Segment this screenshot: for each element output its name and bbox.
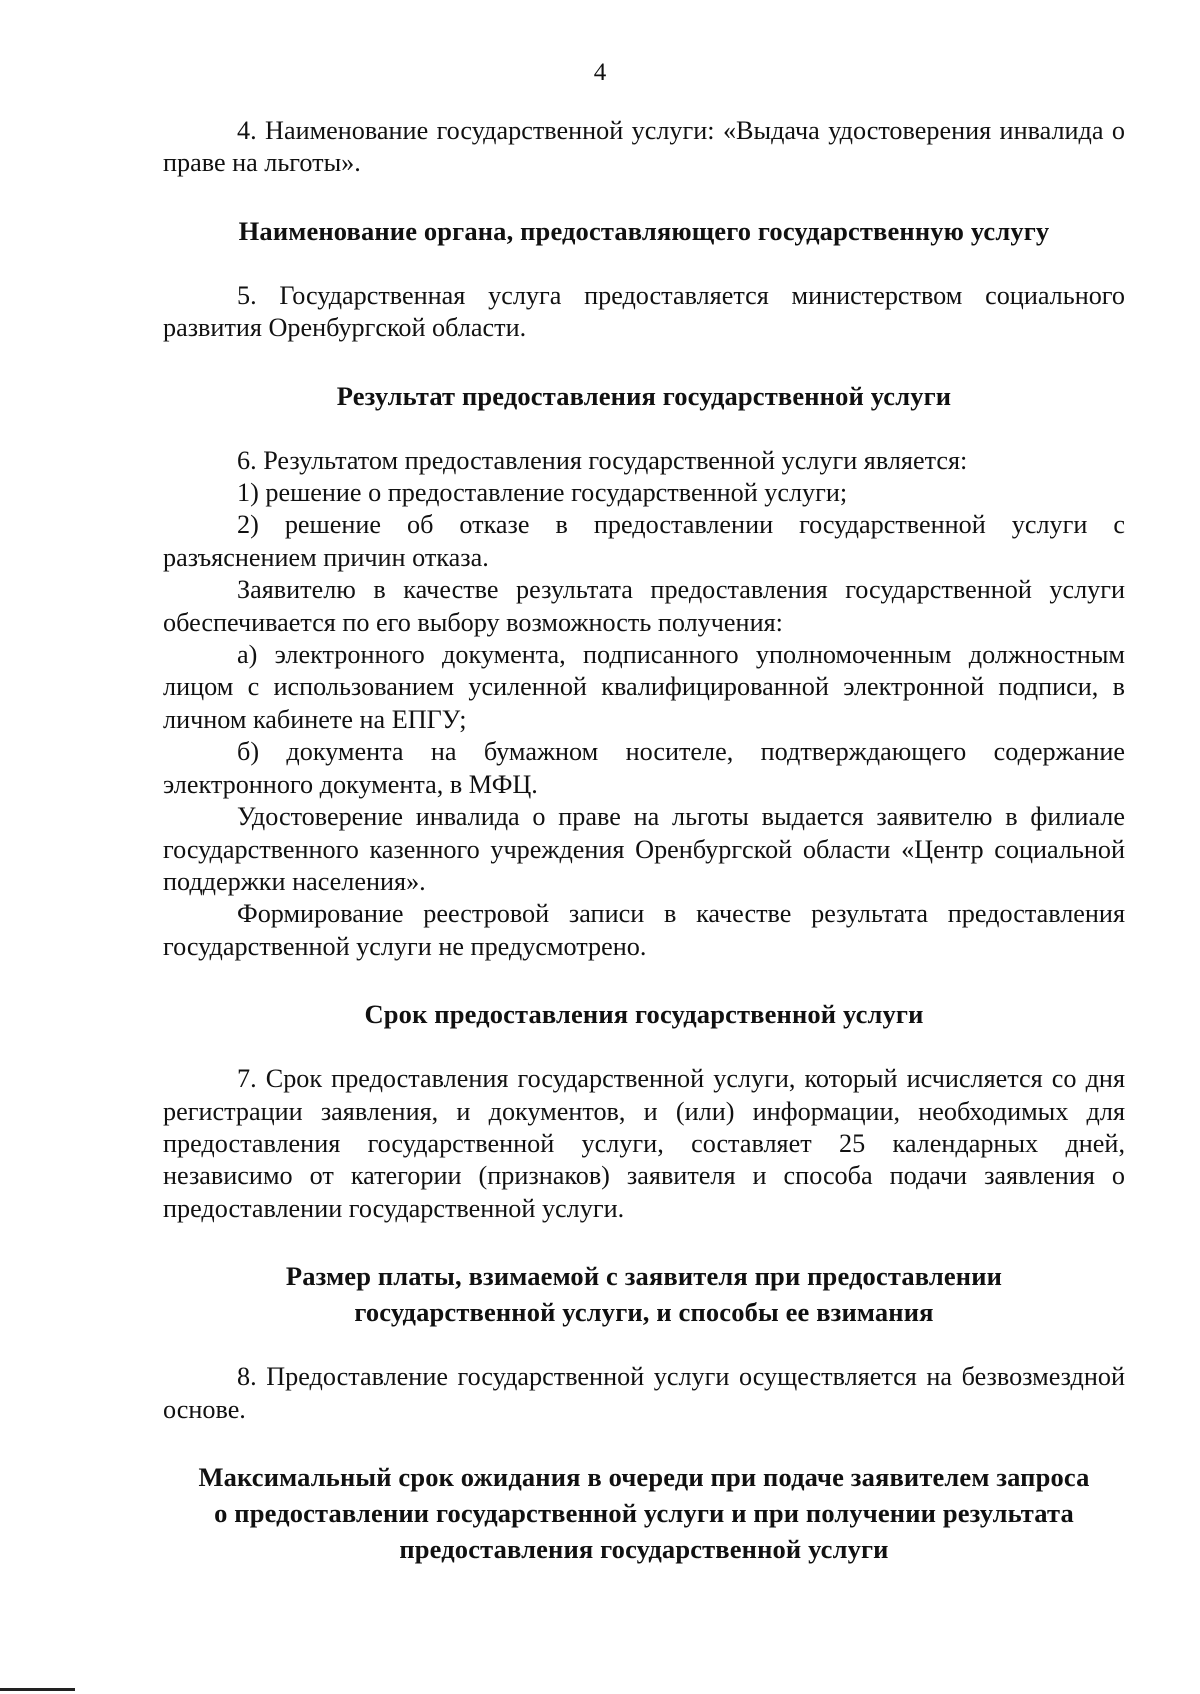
heading-queue-line-1: Максимальный срок ожидания в очереди при подаче заявителем запроса — [198, 1461, 1090, 1492]
heading-fee-line-2: государственной услуги, и способы ее взимания — [354, 1297, 934, 1328]
paragraph-6-registry: Формирование реестровой записи в качестве результата предоставления государственной услуги не предусмотрено. — [163, 899, 1125, 961]
heading-queue-line-3: предоставления государственной услуги — [399, 1533, 889, 1564]
paragraph-8: 8. Предоставление государственной услуги осуществляется на безвозмездной основе. — [163, 1362, 1125, 1424]
document-body — [163, 115, 1125, 1567]
heading-fee-line-1: Размер платы, взимаемой с заявителя при предоставлении — [285, 1261, 1003, 1292]
paragraph-6: 6. Результатом предоставления государственной услуги является: — [237, 445, 968, 475]
paragraph-6-item-2: 2) решение об отказе в предоставлении государственной услуги с разъяснением причин отказа. — [163, 510, 1125, 572]
heading-result: Результат предоставления государственной услуги — [336, 380, 952, 411]
paragraph-6-item-1: 1) решение о предоставление государственной услуги; — [237, 478, 848, 508]
page-number: 4 — [593, 59, 607, 86]
scan-edge-mark — [0, 1688, 75, 1691]
heading-authority: Наименование органа, предоставляющего государственную услугу — [238, 215, 1050, 246]
heading-queue-line-2: о предоставлении государственной услуги и при получении результата — [214, 1497, 1074, 1528]
paragraph-6-option-b: б) документа на бумажном носителе, подтверждающего содержание электронного документа, в МФЦ. — [163, 737, 1125, 799]
heading-fee — [163, 1258, 1125, 1330]
paragraph-6-option-a: а) электронного документа, подписанного уполномоченным должностным лицом с использованием усиленной квалифицированной электронной подписи, в личном кабинете на ЕПГУ; — [163, 640, 1125, 734]
paragraph-6-certificate: Удостоверение инвалида о праве на льготы выдается заявителю в филиале государственного казенного учреждения Оренбургской области «Центр социальной поддержки населения». — [163, 802, 1125, 896]
paragraph-6-applicant: Заявителю в качестве результата предоставления государственной услуги обеспечивается по его выбору возможность получения: — [163, 575, 1125, 637]
paragraph-7: 7. Срок предоставления государственной услуги, который исчисляется со дня регистрации заявления, и документов, и (или) информации, необходимых для предоставления государственной услуги, составляет 25 календарных дней, независимо от категории (признаков) заявителя и способа подачи заявления о предоставлении государственной услуги. — [163, 1064, 1125, 1223]
heading-term: Срок предоставления государственной услуги — [364, 999, 924, 1030]
heading-queue — [163, 1459, 1125, 1567]
paragraph-5: 5. Государственная услуга предоставляется министерством социального развития Оренбургской области. — [163, 280, 1125, 343]
paragraph-4: 4. Наименование государственной услуги: «Выдача удостоверения инвалида о праве на льготы». — [163, 116, 1125, 178]
